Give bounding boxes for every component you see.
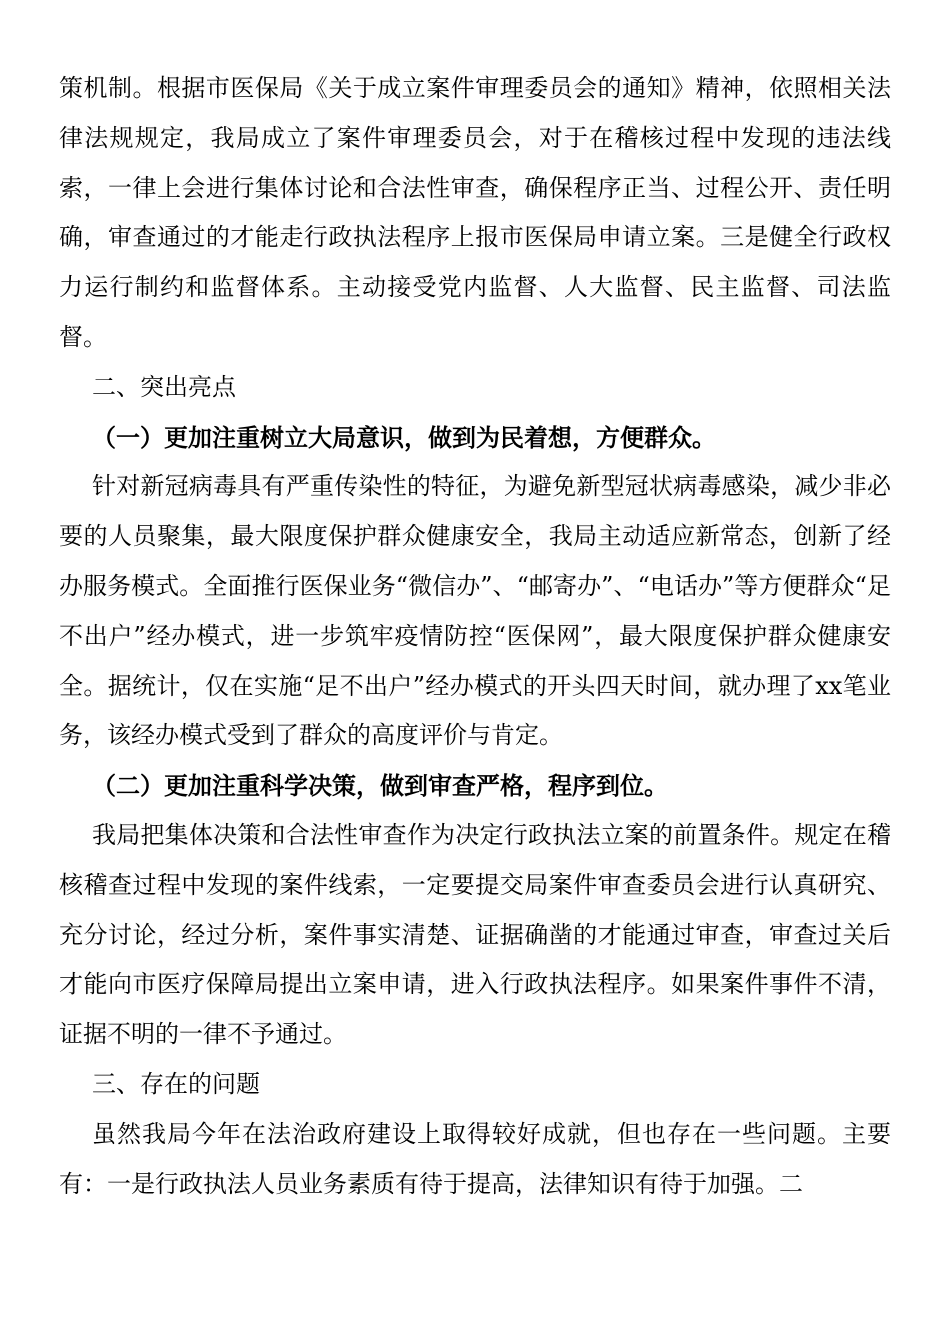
subsection-heading-overall-awareness: （一）更加注重树立大局意识，做到为民着想，方便群众。 (92, 422, 716, 452)
document-page (59, 64, 891, 1209)
paragraph-existing-problems: 虽然我局今年在法治政府建设上取得较好成就，但也存在一些问题。主要有：一是行政执法人员业务素质有待于提高，法律知识有待于加强。二 (59, 1119, 891, 1198)
paragraph-review-committee: 策机制。根据市医保局《关于成立案件审理委员会的通知》精神，依照相关法律法规规定，我局成立了案件审理委员会，对于在稽核过程中发现的违法线索，一律上会进行集体讨论和合法性审查，确保程序正当、过程公开、责任明确，审查通过的才能走行政执法程序上报市医保局申请立案。三是健全行政权力运行制约和监督体系。主动接受党内监督、人大监督、民主监督、司法监督。 (59, 74, 891, 351)
paragraph-service-mode: 针对新冠病毒具有严重传染性的特征，为避免新型冠状病毒感染，减少非必要的人员聚集，最大限度保护群众健康安全，我局主动适应新常态，创新了经办服务模式。全面推行医保业务“微信办”、“邮寄办”、“电话办”等方便群众“足不出户”经办模式，进一步筑牢疫情防控“医保网”，最大限度保护群众健康安全。据统计，仅在实施“足不出户”经办模式的开头四天时间，就办理了xx笔业务，该经办模式受到了群众的高度评价与肯定。 (59, 472, 891, 750)
subsection-heading-scientific-decision: （二）更加注重科学决策，做到审查严格，程序到位。 (92, 771, 668, 801)
section-heading-highlights: 二、突出亮点 (92, 372, 236, 401)
section-heading-problems: 三、存在的问题 (92, 1069, 260, 1098)
paragraph-collective-decision: 我局把集体决策和合法性审查作为决定行政执法立案的前置条件。规定在稽核稽查过程中发现的案件线索，一定要提交局案件审查委员会进行认真研究、充分讨论，经过分析，案件事实清楚、证据确凿的才能通过审查，审查过关后才能向市医疗保障局提出立案申请，进入行政执法程序。如果案件事件不清，证据不明的一律不予通过。 (59, 820, 891, 1049)
